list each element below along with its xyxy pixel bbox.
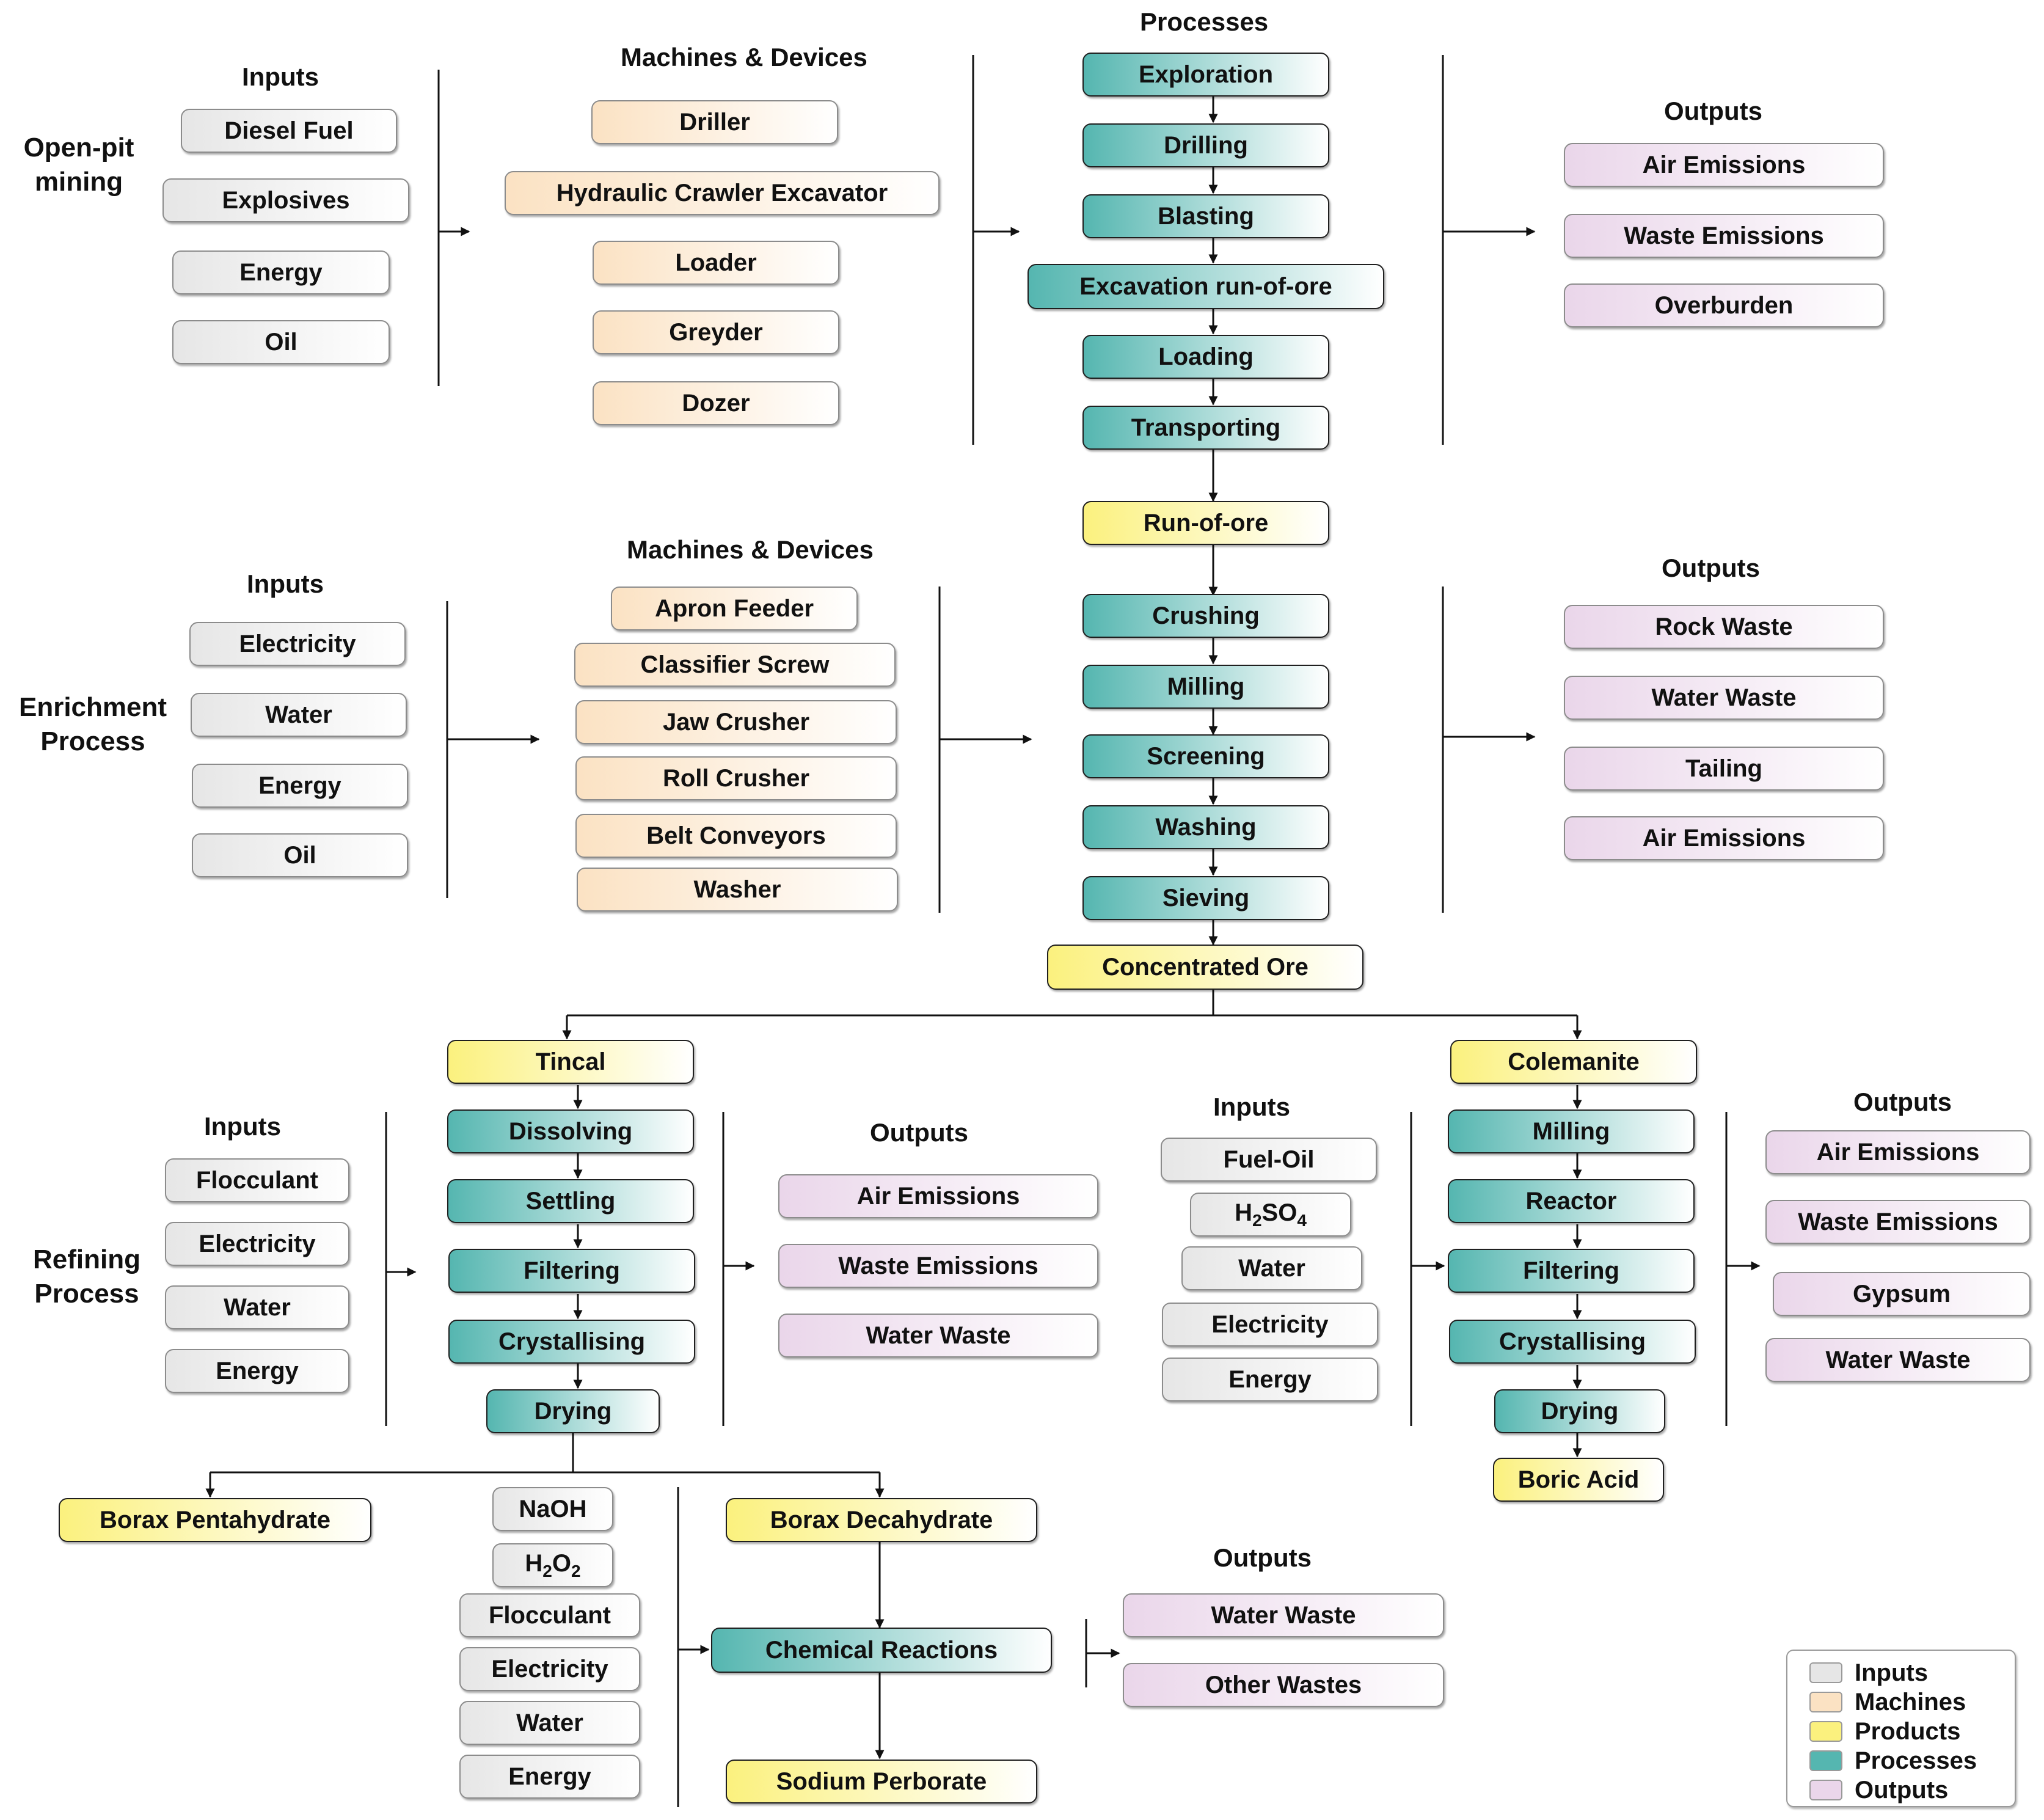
enrichment-machines-header: Machines & Devices: [627, 535, 874, 564]
mining-input: Energy: [172, 250, 390, 294]
tincal-inputs-header: Inputs: [204, 1112, 281, 1141]
borax-outputs-header: Outputs: [1213, 1543, 1312, 1572]
enrichment-process: Sieving: [1082, 876, 1329, 920]
enrichment-output: Air Emissions: [1564, 816, 1884, 860]
mining-input: Oil: [172, 320, 390, 364]
enrichment-inputs-header: Inputs: [247, 569, 324, 598]
tincal-output: Waste Emissions: [778, 1244, 1098, 1288]
colemanite-input: Electricity: [1162, 1303, 1378, 1347]
tincal-process: Settling: [447, 1179, 694, 1223]
legend-item-processes: [1809, 1747, 1977, 1774]
colemanite-input: [1190, 1193, 1351, 1237]
enrichment-input: Water: [191, 693, 407, 737]
colemanite-input: Fuel-Oil: [1161, 1138, 1377, 1182]
colemanite-inputs-header: Inputs: [1213, 1092, 1290, 1121]
processes-header: Processes: [1140, 7, 1269, 36]
mining-outputs-header: Outputs: [1664, 97, 1762, 125]
tincal-output: Air Emissions: [778, 1174, 1098, 1218]
legend-swatch-inputs: [1809, 1662, 1842, 1683]
colemanite-output: Air Emissions: [1765, 1130, 2031, 1174]
mining-process: Excavation run-of-ore: [1027, 264, 1384, 309]
enrichment-machine: Classifier Screw: [574, 643, 896, 687]
mining-output: Air Emissions: [1564, 143, 1884, 187]
borax-input: Water: [459, 1701, 640, 1745]
borax-output: Other Wastes: [1123, 1663, 1444, 1707]
mining-input: Explosives: [162, 178, 409, 222]
stage-label-mining: Open-pit mining: [23, 133, 134, 197]
mining-machines-header: Machines & Devices: [621, 43, 867, 71]
enrichment-input: Electricity: [189, 622, 406, 666]
boric-acid-product: Boric Acid: [1493, 1458, 1664, 1502]
enrichment-process: Crushing: [1082, 594, 1329, 638]
mining-process: Drilling: [1082, 123, 1329, 167]
borax-input: Energy: [459, 1755, 640, 1799]
colemanite-input: Energy: [1162, 1358, 1378, 1402]
mining-machine: Dozer: [593, 381, 839, 425]
legend-swatch-processes: [1809, 1750, 1842, 1771]
legend-label: Inputs: [1855, 1659, 1928, 1686]
enrichment-machine: Belt Conveyors: [575, 814, 897, 858]
tincal-process: Dissolving: [447, 1109, 694, 1153]
enrichment-output: Water Waste: [1564, 676, 1884, 720]
colemanite-output: Water Waste: [1765, 1338, 2031, 1382]
mining-output: Waste Emissions: [1564, 214, 1884, 258]
legend-label: Outputs: [1855, 1776, 1949, 1804]
sodium-perborate-product: Sodium Perborate: [726, 1760, 1037, 1804]
colemanite-outputs-header: Outputs: [1853, 1087, 1952, 1116]
mining-process: Exploration: [1082, 53, 1329, 97]
tincal-input: Energy: [165, 1349, 349, 1393]
legend-label: Products: [1855, 1717, 1961, 1745]
enrichment-machine: Roll Crusher: [575, 756, 897, 800]
colemanite-process: Filtering: [1448, 1249, 1695, 1293]
mining-process: Transporting: [1082, 406, 1329, 450]
chemical-reactions-process: Chemical Reactions: [711, 1628, 1052, 1673]
run-of-ore-product: Run-of-ore: [1082, 501, 1329, 545]
colemanite-output: Gypsum: [1773, 1272, 2031, 1316]
borax-pentahydrate-product: Borax Pentahydrate: [59, 1498, 371, 1542]
enrichment-input: Oil: [192, 833, 408, 877]
colemanite-process: Crystallising: [1449, 1320, 1696, 1364]
borax-input: Flocculant: [459, 1593, 640, 1637]
tincal-process: Crystallising: [448, 1320, 695, 1364]
mining-machine: Driller: [591, 100, 838, 144]
colemanite-process: Milling: [1448, 1109, 1695, 1153]
mining-process: Blasting: [1082, 194, 1329, 238]
tincal-input: Water: [165, 1285, 349, 1329]
enrichment-machine: Washer: [577, 868, 898, 912]
colemanite-output: Waste Emissions: [1765, 1200, 2031, 1244]
enrichment-outputs-header: Outputs: [1662, 554, 1760, 582]
enrichment-process: Washing: [1082, 805, 1329, 849]
enrichment-machine: Apron Feeder: [611, 587, 858, 630]
enrichment-machine: Jaw Crusher: [575, 700, 897, 744]
enrichment-process: Milling: [1082, 665, 1329, 709]
enrichment-process: Screening: [1082, 734, 1329, 778]
legend-item-products: [1809, 1718, 1960, 1745]
concentrated-ore-product: Concentrated Ore: [1047, 945, 1363, 990]
legend: [1786, 1650, 2016, 1807]
tincal-process: Filtering: [448, 1249, 695, 1293]
borax-output: Water Waste: [1123, 1593, 1444, 1637]
legend-swatch-products: [1809, 1721, 1842, 1742]
tincal-input: Electricity: [165, 1222, 349, 1266]
enrichment-input: Energy: [192, 764, 408, 808]
mining-input: Diesel Fuel: [181, 109, 397, 153]
colemanite-process: Drying: [1494, 1389, 1665, 1433]
legend-label: Processes: [1855, 1747, 1977, 1774]
legend-swatch-outputs: [1809, 1780, 1842, 1800]
tincal-product: Tincal: [447, 1040, 694, 1084]
enrichment-output: Rock Waste: [1564, 605, 1884, 649]
borax-input: [492, 1543, 613, 1587]
borax-input-h2o2: $H_2O_2$: [525, 1549, 581, 1581]
borax-input: NaOH: [492, 1487, 613, 1531]
legend-label: Machines: [1855, 1688, 1966, 1716]
stage-label-enrichment: Enrichment Process: [18, 692, 167, 756]
stage-label-refining: Refining Process: [33, 1244, 141, 1309]
legend-swatch-machines: [1809, 1692, 1842, 1712]
colemanite-input-h2so4: $H_2SO_4$: [1235, 1199, 1307, 1230]
tincal-input: Flocculant: [165, 1158, 349, 1202]
mining-machine: Greyder: [593, 310, 839, 354]
mining-machine: Loader: [593, 241, 839, 285]
legend-item-inputs: [1809, 1659, 1928, 1686]
mining-output: Overburden: [1564, 283, 1884, 327]
borax-decahydrate-product: Borax Decahydrate: [726, 1498, 1037, 1542]
tincal-output: Water Waste: [778, 1314, 1098, 1358]
mining-machine: Hydraulic Crawler Excavator: [505, 171, 940, 215]
mining-process: Loading: [1082, 335, 1329, 379]
colemanite-product: Colemanite: [1450, 1040, 1697, 1084]
enrichment-output: Tailing: [1564, 747, 1884, 791]
colemanite-input: Water: [1181, 1246, 1362, 1290]
tincal-process: Drying: [486, 1389, 660, 1433]
mining-inputs-header: Inputs: [242, 62, 319, 91]
colemanite-process: Reactor: [1448, 1179, 1695, 1223]
legend-item-outputs: [1809, 1777, 1948, 1804]
borax-input: Electricity: [459, 1647, 640, 1691]
legend-item-machines: [1809, 1689, 1966, 1716]
tincal-outputs-header: Outputs: [870, 1118, 968, 1147]
